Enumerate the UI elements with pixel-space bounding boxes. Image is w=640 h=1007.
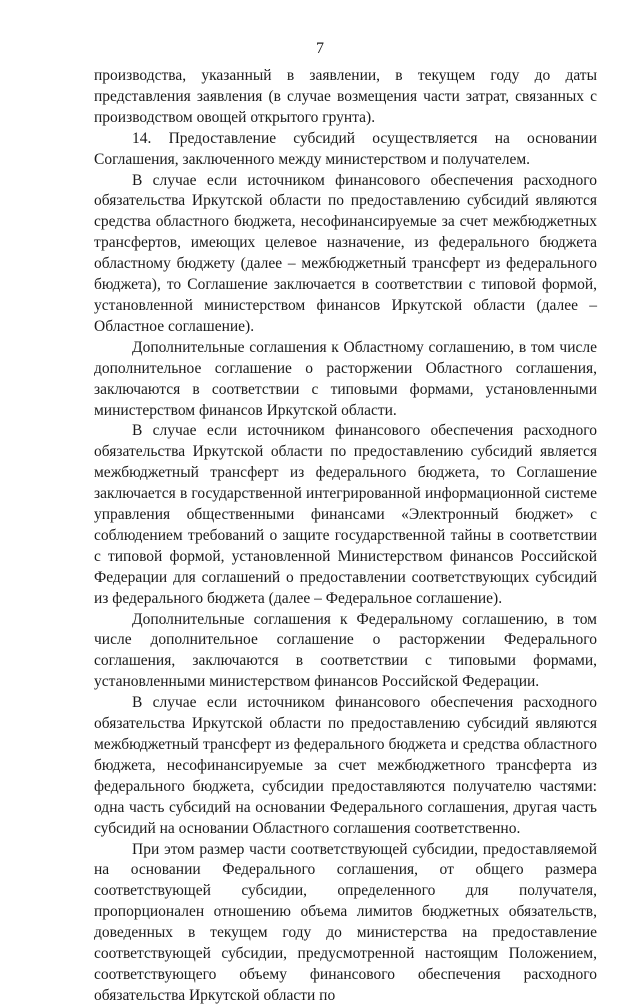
page-number: 7 — [316, 40, 324, 57]
paragraph-regional-supplementary: Дополнительные соглашения к Областному соглашению, в том числе дополнительное соглашение о расторжении Областного соглашения, заключаются в соответствии с типовыми формами, установленными министерством финансов Иркутской области. — [94, 338, 597, 419]
document-body — [94, 66, 597, 1007]
paragraph-federal-agreement: В случае если источником финансового обеспечения расходного обязательства Иркутской области по предоставлению субсидий является межбюджетный трансферт из федерального бюджета, то Соглашение заключается в государственной интегрированной информационной системе управления общественными финансами «Электронный бюджет» с соблюдением требований о защите государственной тайны в соответствии с типовой формой, установленной Министерством финансов Российской Федерации для соглашений о предоставлении соответствующих субсидий из федерального бюджета (далее – Федеральное соглашение). — [94, 422, 597, 607]
paragraph-continuation: производства, указанный в заявлении, в текущем году до даты представления заявления (в случае возмещения части затрат, связанных с производством овощей открытого грунта). — [94, 67, 597, 126]
paragraph-mixed-funding: В случае если источником финансового обеспечения расходного обязательства Иркутской области по предоставлению субсидий являются межбюджетный трансферт из федерального бюджета и средства областного бюджета, несофинансируемые за счет межбюджетного трансферта из федерального бюджета, субсидии предоставляются получателю частями: одна часть субсидий на основании Федерального соглашения, другая часть субсидий на основании Областного соглашения соответственно. — [94, 694, 597, 837]
paragraph-regional-agreement: В случае если источником финансового обеспечения расходного обязательства Иркутской области по предоставлению субсидий являются средства областного бюджета, несофинансируемые за счет межбюджетных трансфертов, имеющих целевое назначение, из федерального бюджета областному бюджету (далее – межбюджетный трансферт из федерального бюджета), то Соглашение заключается в соответствии с типовой формой, установленной министерством финансов Иркутской области (далее – Областное соглашение). — [94, 171, 597, 335]
paragraph-clause-14: 14. Предоставление субсидий осуществляется на основании Соглашения, заключенного между министерством и получателем. — [94, 129, 597, 168]
paragraph-proportional-share: При этом размер части соответствующей субсидии, предоставляемой на основании Федерального соглашения, от общего размера соответствующей субсидии, определенного для получателя, пропорционален отношению объема лимитов бюджетных обязательств, доведенных в текущем году до министерства на предоставление соответствующей субсидии, предусмотренной настоящим Положением, соответствующего объему финансового обеспечения расходного обязательства Иркутской области по — [94, 840, 597, 1004]
paragraph-federal-supplementary: Дополнительные соглашения к Федеральному соглашению, в том числе дополнительное соглашение о расторжении Федерального соглашения, заключаются в соответствии с типовыми формами, установленными министерством финансов Российской Федерации. — [94, 610, 597, 691]
